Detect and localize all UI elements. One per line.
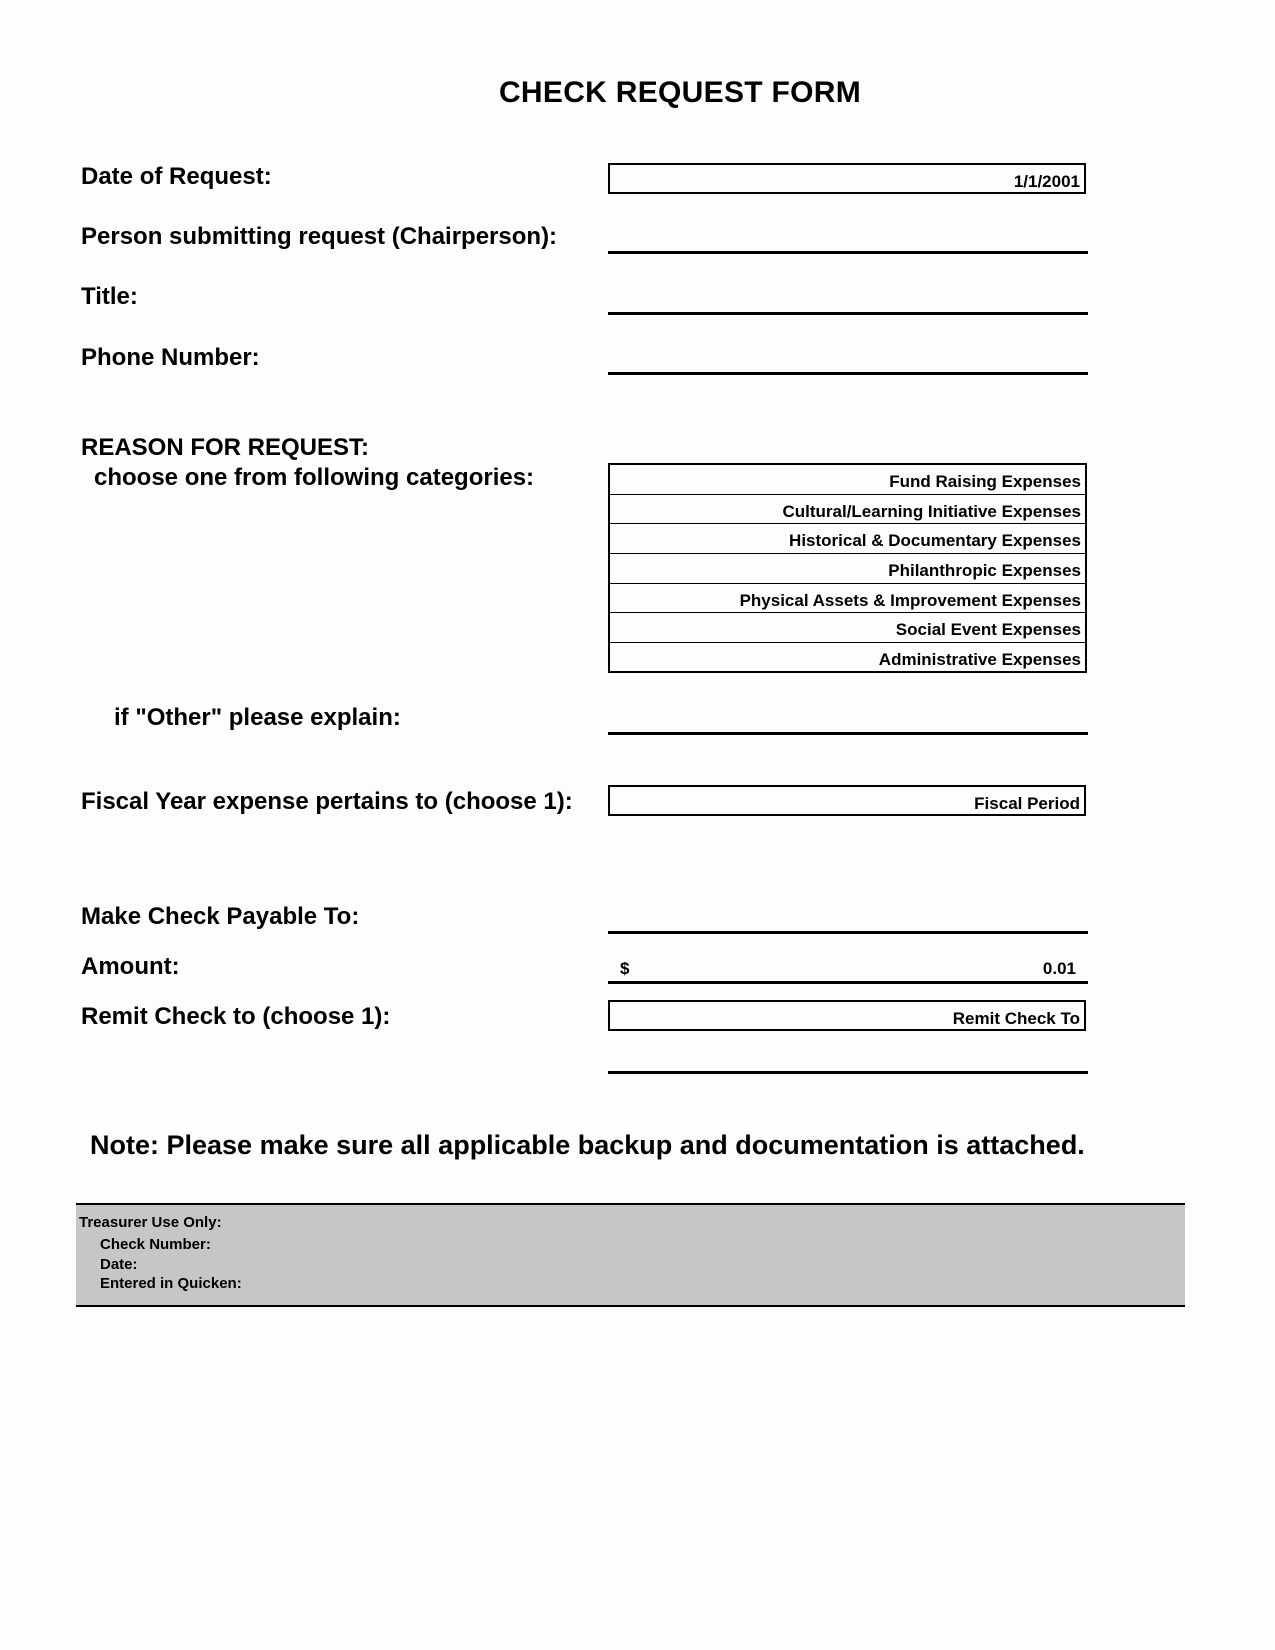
category-cultural-learning[interactable]: Cultural/Learning Initiative Expenses [610,495,1085,525]
other-explain-label: if "Other" please explain: [114,704,401,731]
category-administrative[interactable]: Administrative Expenses [878,650,1081,670]
form-title: CHECK REQUEST FORM [498,76,862,109]
currency-symbol: $ [620,959,630,978]
treasurer-quicken-label: Entered in Quicken: [100,1275,242,1292]
reason-heading: REASON FOR REQUEST: [81,434,370,461]
documentation-note: Note: Please make sure all applicable backup and documentation is attached. [90,1130,1085,1160]
amount-label: Amount: [81,953,180,980]
date-of-request-field[interactable]: 1/1/2001 [608,163,1086,194]
category-social-event[interactable]: Social Event Expenses [610,613,1085,643]
category-philanthropic[interactable]: Philanthropic Expenses [610,554,1085,584]
amount-value: 0.01 [1042,959,1076,978]
title-label: Title: [81,283,138,310]
fiscal-year-label: Fiscal Year expense pertains to (choose 1): [81,788,573,815]
treasurer-check-number-label: Check Number: [100,1236,211,1253]
category-fund-raising[interactable]: Fund Raising Expenses [610,465,1085,495]
treasurer-heading: Treasurer Use Only: [79,1214,222,1231]
fiscal-year-select[interactable]: Fiscal Period [608,785,1086,816]
reason-subheading: choose one from following categories: [94,464,535,491]
category-list [608,463,1087,673]
phone-number-field[interactable] [608,372,1088,375]
payable-to-label: Make Check Payable To: [81,903,360,930]
remit-to-label: Remit Check to (choose 1): [81,1003,391,1030]
payable-to-field[interactable] [608,931,1088,934]
treasurer-date-label: Date: [100,1256,138,1273]
remit-to-select[interactable]: Remit Check To [608,1000,1086,1031]
treasurer-section [76,1203,1185,1307]
date-of-request-label: Date of Request: [81,163,272,190]
category-physical-assets[interactable]: Physical Assets & Improvement Expenses [610,584,1085,614]
category-historical-documentary[interactable]: Historical & Documentary Expenses [610,524,1085,554]
title-field[interactable] [608,312,1088,315]
amount-field[interactable] [608,955,1088,984]
person-submitting-label: Person submitting request (Chairperson): [81,223,558,250]
other-explain-field[interactable] [608,732,1088,735]
remit-to-extra-line[interactable] [608,1071,1088,1074]
phone-number-label: Phone Number: [81,344,260,371]
person-submitting-field[interactable] [608,251,1088,254]
